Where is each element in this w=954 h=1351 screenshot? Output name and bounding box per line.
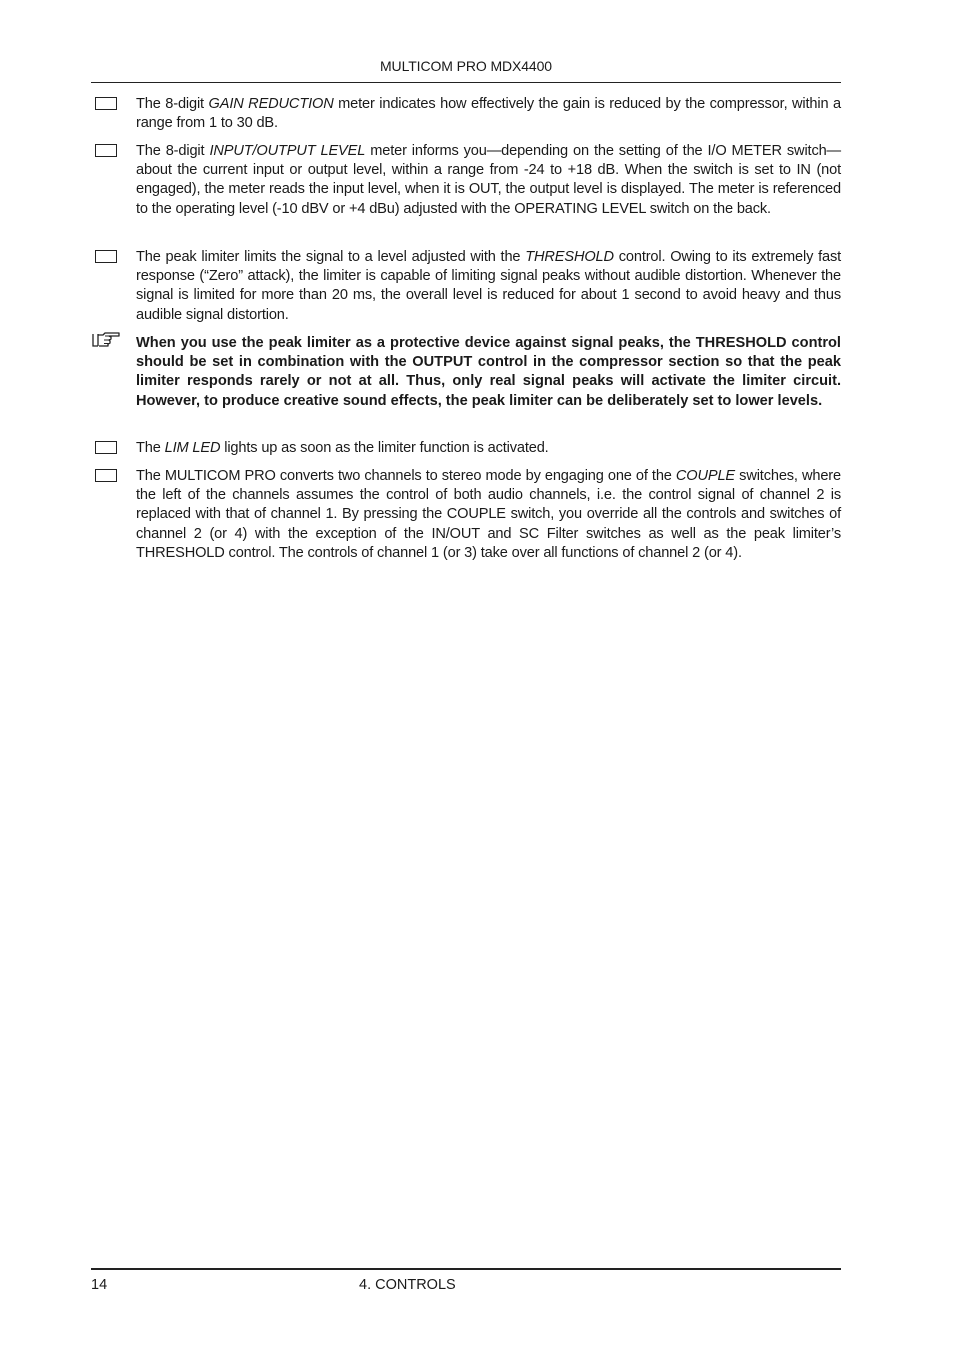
text-run: lights up as soon as the limiter function is activated.: [220, 440, 549, 456]
text-run: control. Owing to its extremely fast response (“Zero” attack), the limiter is capable of limiting signal peaks without audible distortion. Whenever the signal is limited for more than 20 ms, the overall level is reduced for about 1 second to avoid heavy and thus audible signal distortion.: [136, 249, 841, 323]
item-couple-switches: [91, 467, 841, 563]
emphasized-term: LIM LED: [164, 440, 221, 456]
item-marker-box: [95, 97, 117, 110]
item-input-output-level-meter: [91, 142, 841, 219]
item-marker-box: [95, 250, 117, 263]
emphasized-term: GAIN REDUCTION: [208, 96, 334, 112]
text-run: meter indicates how effectively the gain is reduced by the compressor, within a range from 1 to 30 dB.: [136, 96, 841, 132]
item-text: [136, 467, 841, 563]
footer-section-title: 4. CONTROLS: [359, 1277, 456, 1293]
emphasized-term: THRESHOLD: [525, 249, 614, 265]
footer-rule: [91, 1268, 841, 1270]
text-run: When you use the peak limiter as a protective device against signal peaks, the THRESHOLD control should be set in combination with the OUTPUT control in the compressor section so that the peak limiter responds rarely or not at all. Thus, only real signal peaks will activate the limiter circuit. However, to produce creative sound effects, the peak limiter can be deliberately set to lower levels.: [136, 335, 841, 409]
text-run: meter informs you—depending on the setting of the I/O METER switch—about the current input or output level, within a range from -24 to +18 dB. When the switch is set to IN (not engaged), the meter reads the input level, when it is OUT, the output level is displayed. The meter is referenced to the operating level (-10 dBV or +4 dBu) adjusted with the OPERATING LEVEL switch on the back.: [136, 143, 842, 217]
item-marker-box: [95, 144, 117, 157]
item-marker-box: [95, 441, 117, 454]
text-run: The 8-digit: [136, 143, 210, 159]
item-gain-reduction-meter: [91, 95, 841, 133]
pointing-hand-icon: [91, 331, 121, 351]
footer-page-number: 14: [91, 1277, 108, 1293]
header-rule: [91, 82, 841, 83]
item-text: [136, 142, 841, 219]
text-run: switches, where the left of the channels assumes the control of both audio channels, i.e. the control signal of channel 2 is replaced with that of channel 1. By pressing the COUPLE switch, you override all the controls and switches of channel 2 (or 4) with the exception of the IN/OUT and SC Filter switches as well as the peak limiter’s THRESHOLD control. The controls of channel 1 (or 3) take over all functions of channel 2 (or 4).: [136, 468, 841, 561]
item-text: [136, 248, 841, 325]
text-run: The 8-digit: [136, 96, 209, 112]
item-text: [136, 95, 841, 133]
item-lim-led: [91, 439, 841, 458]
note-text: [136, 334, 841, 411]
page-header-title: MULTICOM PRO MDX4400: [380, 58, 552, 74]
text-run: The: [136, 440, 165, 456]
item-peak-limiter: [91, 248, 841, 325]
note-peak-limiter-tip: [91, 334, 841, 411]
item-marker-box: [95, 469, 117, 482]
text-run: The peak limiter limits the signal to a level adjusted with the: [136, 249, 526, 265]
emphasized-term: INPUT/OUTPUT LEVEL: [209, 143, 366, 159]
text-run: The MULTICOM PRO converts two channels to stereo mode by engaging one of the: [136, 468, 676, 484]
item-text: [136, 439, 841, 458]
emphasized-term: COUPLE: [675, 468, 736, 484]
